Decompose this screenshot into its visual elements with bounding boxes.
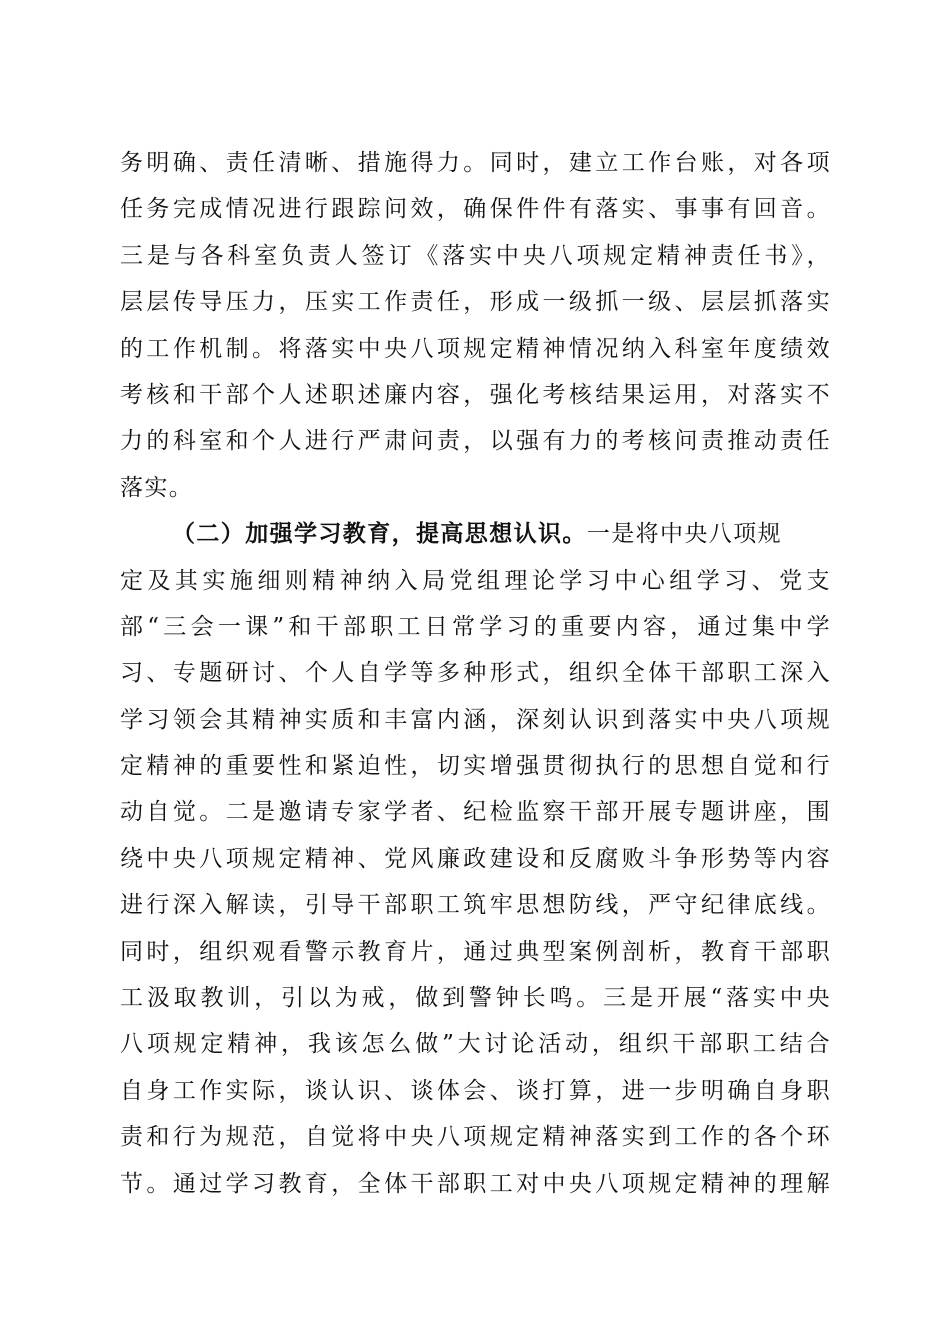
text-line: 绕中央八项规定精神、党风廉政建设和反腐败斗争形势等内容 (120, 845, 831, 872)
text-line: 力的科室和个人进行严肃问责，以强有力的考核问责推动责任 (120, 428, 831, 455)
text-line: 层层传导压力，压实工作责任，形成一级抓一级、层层抓落实 (120, 289, 831, 316)
text-line: 责和行为规范，自觉将中央八项规定精神落实到工作的各个环 (120, 1124, 831, 1151)
text-line: 自身工作实际，谈认识、谈体会、谈打算，进一步明确自身职 (120, 1077, 831, 1104)
text-line: 工汲取教训，引以为戒，做到警钟长鸣。三是开展“落实中央 (120, 985, 831, 1012)
text-line: 定精神的重要性和紧迫性，切实增强贯彻执行的思想自觉和行 (120, 753, 831, 780)
text-line: 考核和干部个人述职述廉内容，强化考核结果运用，对落实不 (120, 381, 831, 408)
text-line: 三是与各科室负责人签订《落实中央八项规定精神责任书》， (120, 242, 831, 269)
text-line: 节。通过学习教育，全体干部职工对中央八项规定精神的理解 (120, 1170, 831, 1197)
text-line: 部“三会一课”和干部职工日常学习的重要内容，通过集中学 (120, 613, 831, 640)
text-line: 定及其实施细则精神纳入局党组理论学习中心组学习、党支 (120, 567, 831, 594)
text-line: 八项规定精神，我该怎么做”大讨论活动，组织干部职工结合 (120, 1031, 831, 1058)
text-line: 同时，组织观看警示教育片，通过典型案例剖析，教育干部职 (120, 938, 831, 965)
section-2-first-line-rest: 一是将中央八项规 (586, 521, 783, 548)
text-line: 学习领会其精神实质和丰富内涵，深刻认识到落实中央八项规 (120, 706, 831, 733)
text-line: 动自觉。二是邀请专家学者、纪检监察干部开展专题讲座，围 (120, 799, 831, 826)
text-line: 落实。 (120, 474, 194, 501)
section-2-heading: （二）加强学习教育，提高思想认识。 (172, 520, 587, 548)
text-line: 任务完成情况进行跟踪问效，确保件件有落实、事事有回音。 (120, 196, 831, 223)
text-line: 习、专题研讨、个人自学等多种形式，组织全体干部职工深入 (120, 660, 831, 687)
section-2-first-line (120, 511, 831, 557)
text-line: 务明确、责任清晰、措施得力。同时，建立工作台账，对各项 (120, 150, 831, 176)
text-line: 的工作机制。将落实中央八项规定精神情况纳入科室年度绩效 (120, 335, 831, 362)
body-text (120, 140, 831, 1207)
text-line: 进行深入解读，引导干部职工筑牢思想防线，严守纪律底线。 (120, 892, 831, 919)
